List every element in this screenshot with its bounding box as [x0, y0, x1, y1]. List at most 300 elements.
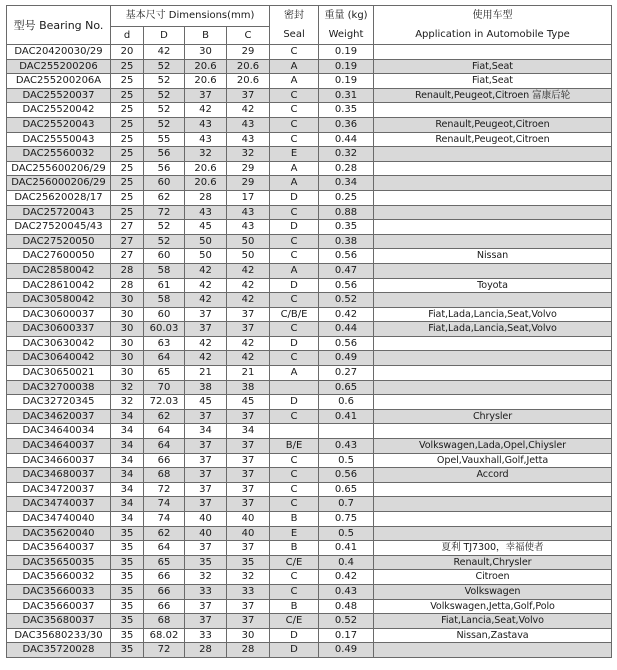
- cell-C: 21: [227, 366, 270, 381]
- cell-application: Volkswagen,Lada,Opel,Chiysler: [374, 439, 612, 454]
- cell-application: Fiat,Lada,Lancia,Seat,Volvo: [374, 307, 612, 322]
- cell-seal: C: [270, 322, 319, 337]
- cell-application: [374, 263, 612, 278]
- cell-application: [374, 147, 612, 162]
- header-weight-en: Weight: [328, 29, 364, 40]
- table-row: [7, 497, 612, 512]
- cell-d: 27: [111, 220, 144, 235]
- cell-C: 34: [227, 424, 270, 439]
- cell-bearing-no: DAC34680037: [7, 468, 111, 483]
- cell-seal: [270, 380, 319, 395]
- cell-bearing-no: DAC34620037: [7, 409, 111, 424]
- cell-D: 56: [144, 147, 185, 162]
- cell-seal: D: [270, 336, 319, 351]
- cell-d: 30: [111, 366, 144, 381]
- cell-B: 37: [185, 307, 227, 322]
- cell-application: [374, 103, 612, 118]
- cell-weight: 0.44: [319, 322, 374, 337]
- cell-application: Nissan,Zastava: [374, 628, 612, 643]
- cell-weight: 0.34: [319, 176, 374, 191]
- cell-bearing-no: DAC27520050: [7, 234, 111, 249]
- cell-application: [374, 366, 612, 381]
- table-row: [7, 117, 612, 132]
- cell-seal: D: [270, 628, 319, 643]
- cell-d: 34: [111, 512, 144, 527]
- cell-weight: 0.56: [319, 336, 374, 351]
- table-body: [7, 45, 612, 658]
- cell-B: 42: [185, 278, 227, 293]
- cell-C: 42: [227, 351, 270, 366]
- cell-C: 42: [227, 103, 270, 118]
- cell-C: 50: [227, 249, 270, 264]
- cell-bearing-no: DAC35660032: [7, 570, 111, 585]
- cell-C: 30: [227, 628, 270, 643]
- cell-seal: C: [270, 570, 319, 585]
- cell-B: 37: [185, 409, 227, 424]
- table-row: [7, 278, 612, 293]
- cell-application: Renault,Peugeot,Citroen 富康后轮: [374, 88, 612, 103]
- cell-d: 28: [111, 278, 144, 293]
- cell-application: Chrysler: [374, 409, 612, 424]
- cell-seal: D: [270, 190, 319, 205]
- table-row: [7, 45, 612, 60]
- cell-weight: 0.52: [319, 614, 374, 629]
- cell-C: 38: [227, 380, 270, 395]
- cell-D: 52: [144, 88, 185, 103]
- cell-B: 40: [185, 512, 227, 527]
- cell-d: 35: [111, 599, 144, 614]
- cell-d: 35: [111, 628, 144, 643]
- cell-D: 60.03: [144, 322, 185, 337]
- cell-bearing-no: DAC30600037: [7, 307, 111, 322]
- cell-weight: 0.75: [319, 512, 374, 527]
- cell-application: Citroen: [374, 570, 612, 585]
- cell-d: 34: [111, 497, 144, 512]
- cell-bearing-no: DAC28610042: [7, 278, 111, 293]
- cell-weight: 0.52: [319, 293, 374, 308]
- cell-application: [374, 351, 612, 366]
- cell-application: [374, 176, 612, 191]
- header-dimensions: 基本尺寸 Dimensions(mm): [111, 6, 270, 27]
- cell-seal: A: [270, 176, 319, 191]
- cell-seal: C: [270, 409, 319, 424]
- cell-bearing-no: DAC25620028/17: [7, 190, 111, 205]
- table-header: [7, 6, 612, 45]
- cell-B: 45: [185, 395, 227, 410]
- cell-d: 25: [111, 190, 144, 205]
- cell-bearing-no: DAC35620040: [7, 526, 111, 541]
- cell-weight: 0.25: [319, 190, 374, 205]
- cell-weight: 0.17: [319, 628, 374, 643]
- cell-bearing-no: DAC35680233/30: [7, 628, 111, 643]
- cell-seal: C: [270, 584, 319, 599]
- cell-seal: C: [270, 234, 319, 249]
- cell-bearing-no: DAC30650021: [7, 366, 111, 381]
- cell-application: Fiat,Lada,Lancia,Seat,Volvo: [374, 322, 612, 337]
- cell-application: [374, 424, 612, 439]
- cell-seal: C: [270, 497, 319, 512]
- cell-B: 34: [185, 424, 227, 439]
- cell-d: 25: [111, 117, 144, 132]
- cell-B: 33: [185, 628, 227, 643]
- table-row: [7, 409, 612, 424]
- cell-C: 45: [227, 395, 270, 410]
- cell-seal: C: [270, 88, 319, 103]
- table-row: [7, 176, 612, 191]
- cell-D: 62: [144, 190, 185, 205]
- cell-d: 34: [111, 439, 144, 454]
- cell-seal: C/B/E: [270, 307, 319, 322]
- table-row: [7, 453, 612, 468]
- header-app-zh: 使用车型: [472, 10, 513, 21]
- cell-seal: B: [270, 512, 319, 527]
- cell-D: 66: [144, 599, 185, 614]
- cell-bearing-no: DAC34640037: [7, 439, 111, 454]
- cell-D: 72: [144, 482, 185, 497]
- cell-bearing-no: DAC32700038: [7, 380, 111, 395]
- cell-bearing-no: DAC35640037: [7, 541, 111, 556]
- cell-B: 50: [185, 249, 227, 264]
- cell-d: 25: [111, 59, 144, 74]
- cell-application: Renault,Peugeot,Citroen: [374, 132, 612, 147]
- cell-C: 42: [227, 293, 270, 308]
- cell-bearing-no: DAC255200206A: [7, 74, 111, 89]
- cell-bearing-no: DAC25520043: [7, 117, 111, 132]
- cell-C: 37: [227, 439, 270, 454]
- table-row: [7, 234, 612, 249]
- cell-application: Renault,Chrysler: [374, 555, 612, 570]
- cell-d: 25: [111, 74, 144, 89]
- cell-d: 35: [111, 541, 144, 556]
- cell-weight: 0.28: [319, 161, 374, 176]
- cell-bearing-no: DAC25560032: [7, 147, 111, 162]
- cell-B: 42: [185, 351, 227, 366]
- cell-weight: 0.35: [319, 220, 374, 235]
- cell-bearing-no: DAC34740037: [7, 497, 111, 512]
- cell-B: 37: [185, 322, 227, 337]
- header-weight: [319, 6, 374, 45]
- cell-d: 27: [111, 234, 144, 249]
- table-row: [7, 161, 612, 176]
- cell-C: 37: [227, 541, 270, 556]
- cell-seal: A: [270, 161, 319, 176]
- cell-C: 40: [227, 526, 270, 541]
- cell-C: 32: [227, 570, 270, 585]
- cell-application: [374, 336, 612, 351]
- cell-D: 72.03: [144, 395, 185, 410]
- table-row: [7, 380, 612, 395]
- table-row: [7, 541, 612, 556]
- cell-weight: 0.88: [319, 205, 374, 220]
- cell-D: 52: [144, 103, 185, 118]
- cell-C: 37: [227, 482, 270, 497]
- cell-D: 52: [144, 74, 185, 89]
- table-row: [7, 526, 612, 541]
- cell-seal: C: [270, 351, 319, 366]
- cell-d: 34: [111, 424, 144, 439]
- cell-weight: 0.42: [319, 570, 374, 585]
- cell-weight: 0.31: [319, 88, 374, 103]
- cell-B: 40: [185, 526, 227, 541]
- table-row: [7, 614, 612, 629]
- cell-bearing-no: DAC25520042: [7, 103, 111, 118]
- cell-d: 25: [111, 205, 144, 220]
- table-row: [7, 220, 612, 235]
- cell-application: [374, 512, 612, 527]
- cell-bearing-no: DAC35660037: [7, 599, 111, 614]
- cell-C: 28: [227, 643, 270, 658]
- header-application: [374, 6, 612, 45]
- cell-weight: 0.47: [319, 263, 374, 278]
- cell-weight: 0.48: [319, 599, 374, 614]
- cell-seal: [270, 424, 319, 439]
- cell-application: [374, 234, 612, 249]
- cell-d: 32: [111, 380, 144, 395]
- table-row: [7, 628, 612, 643]
- cell-application: Fiat,Seat: [374, 59, 612, 74]
- cell-seal: C: [270, 205, 319, 220]
- header-app-en: Application in Automobile Type: [415, 29, 570, 40]
- cell-application: [374, 190, 612, 205]
- cell-B: 50: [185, 234, 227, 249]
- cell-bearing-no: DAC35680037: [7, 614, 111, 629]
- cell-bearing-no: DAC20420030/29: [7, 45, 111, 60]
- cell-weight: 0.43: [319, 439, 374, 454]
- cell-d: 30: [111, 351, 144, 366]
- cell-weight: [319, 424, 374, 439]
- cell-application: [374, 293, 612, 308]
- cell-B: 42: [185, 103, 227, 118]
- cell-d: 25: [111, 132, 144, 147]
- cell-weight: 0.56: [319, 249, 374, 264]
- cell-d: 35: [111, 584, 144, 599]
- cell-weight: 0.41: [319, 409, 374, 424]
- cell-seal: D: [270, 278, 319, 293]
- table-row: [7, 249, 612, 264]
- cell-C: 43: [227, 132, 270, 147]
- cell-C: 37: [227, 468, 270, 483]
- cell-application: Accord: [374, 468, 612, 483]
- cell-weight: 0.65: [319, 482, 374, 497]
- table-row: [7, 307, 612, 322]
- cell-D: 58: [144, 263, 185, 278]
- cell-bearing-no: DAC30640042: [7, 351, 111, 366]
- cell-B: 43: [185, 205, 227, 220]
- cell-C: 37: [227, 88, 270, 103]
- cell-D: 70: [144, 380, 185, 395]
- cell-D: 68: [144, 614, 185, 629]
- table-row: [7, 263, 612, 278]
- cell-C: 37: [227, 453, 270, 468]
- cell-application: Renault,Peugeot,Citroen: [374, 117, 612, 132]
- cell-C: 50: [227, 234, 270, 249]
- cell-application: [374, 161, 612, 176]
- cell-weight: 0.56: [319, 468, 374, 483]
- cell-seal: E: [270, 526, 319, 541]
- cell-seal: A: [270, 263, 319, 278]
- cell-D: 64: [144, 439, 185, 454]
- cell-seal: C: [270, 132, 319, 147]
- cell-d: 34: [111, 453, 144, 468]
- cell-C: 37: [227, 409, 270, 424]
- cell-d: 25: [111, 88, 144, 103]
- cell-application: [374, 497, 612, 512]
- cell-seal: A: [270, 74, 319, 89]
- table-row: [7, 336, 612, 351]
- cell-C: 42: [227, 263, 270, 278]
- cell-D: 52: [144, 59, 185, 74]
- cell-D: 62: [144, 526, 185, 541]
- cell-D: 64: [144, 424, 185, 439]
- cell-d: 35: [111, 570, 144, 585]
- cell-application: Volkswagen: [374, 584, 612, 599]
- cell-B: 37: [185, 482, 227, 497]
- cell-seal: B/E: [270, 439, 319, 454]
- cell-C: 29: [227, 176, 270, 191]
- cell-weight: 0.41: [319, 541, 374, 556]
- cell-d: 30: [111, 307, 144, 322]
- cell-weight: 0.19: [319, 45, 374, 60]
- cell-B: 32: [185, 147, 227, 162]
- cell-D: 74: [144, 497, 185, 512]
- cell-d: 25: [111, 176, 144, 191]
- cell-B: 38: [185, 380, 227, 395]
- cell-weight: 0.32: [319, 147, 374, 162]
- cell-D: 60: [144, 176, 185, 191]
- cell-seal: D: [270, 395, 319, 410]
- cell-C: 43: [227, 205, 270, 220]
- cell-D: 56: [144, 161, 185, 176]
- cell-application: [374, 482, 612, 497]
- cell-bearing-no: DAC27600050: [7, 249, 111, 264]
- cell-B: 30: [185, 45, 227, 60]
- cell-D: 68: [144, 468, 185, 483]
- cell-C: 17: [227, 190, 270, 205]
- cell-weight: 0.65: [319, 380, 374, 395]
- cell-B: 20.6: [185, 161, 227, 176]
- table-row: [7, 424, 612, 439]
- header-seal: [270, 6, 319, 45]
- cell-weight: 0.42: [319, 307, 374, 322]
- cell-bearing-no: DAC30600337: [7, 322, 111, 337]
- cell-D: 72: [144, 205, 185, 220]
- cell-d: 32: [111, 395, 144, 410]
- cell-D: 68.02: [144, 628, 185, 643]
- cell-application: Fiat,Lancia,Seat,Volvo: [374, 614, 612, 629]
- cell-bearing-no: DAC255600206/29: [7, 161, 111, 176]
- cell-seal: C: [270, 117, 319, 132]
- cell-D: 52: [144, 117, 185, 132]
- table-row: [7, 322, 612, 337]
- cell-B: 45: [185, 220, 227, 235]
- cell-D: 55: [144, 132, 185, 147]
- cell-C: 20.6: [227, 74, 270, 89]
- cell-B: 37: [185, 541, 227, 556]
- table-row: [7, 366, 612, 381]
- cell-bearing-no: DAC34740040: [7, 512, 111, 527]
- cell-application: [374, 395, 612, 410]
- cell-d: 35: [111, 614, 144, 629]
- table-row: [7, 132, 612, 147]
- cell-bearing-no: DAC25720043: [7, 205, 111, 220]
- cell-weight: 0.36: [319, 117, 374, 132]
- cell-seal: C: [270, 103, 319, 118]
- table-row: [7, 570, 612, 585]
- cell-D: 64: [144, 351, 185, 366]
- cell-B: 33: [185, 584, 227, 599]
- header-weight-zh: 重量 (kg): [324, 10, 368, 21]
- cell-D: 72: [144, 643, 185, 658]
- cell-D: 42: [144, 45, 185, 60]
- cell-B: 42: [185, 293, 227, 308]
- cell-d: 30: [111, 322, 144, 337]
- cell-seal: D: [270, 220, 319, 235]
- cell-bearing-no: DAC35660033: [7, 584, 111, 599]
- cell-seal: C/E: [270, 614, 319, 629]
- cell-B: 21: [185, 366, 227, 381]
- cell-seal: C: [270, 468, 319, 483]
- cell-bearing-no: DAC35650035: [7, 555, 111, 570]
- table-row: [7, 190, 612, 205]
- table-row: [7, 555, 612, 570]
- header-d: d: [111, 26, 144, 44]
- cell-bearing-no: DAC25520037: [7, 88, 111, 103]
- cell-B: 43: [185, 117, 227, 132]
- cell-B: 37: [185, 88, 227, 103]
- cell-d: 35: [111, 555, 144, 570]
- cell-D: 61: [144, 278, 185, 293]
- cell-d: 28: [111, 263, 144, 278]
- table-row: [7, 147, 612, 162]
- cell-D: 60: [144, 307, 185, 322]
- table-row: [7, 599, 612, 614]
- cell-D: 66: [144, 584, 185, 599]
- cell-B: 37: [185, 599, 227, 614]
- table-row: [7, 482, 612, 497]
- cell-d: 34: [111, 468, 144, 483]
- table-row: [7, 103, 612, 118]
- cell-bearing-no: DAC28580042: [7, 263, 111, 278]
- cell-bearing-no: DAC30630042: [7, 336, 111, 351]
- cell-application: Nissan: [374, 249, 612, 264]
- cell-C: 32: [227, 147, 270, 162]
- cell-bearing-no: DAC34720037: [7, 482, 111, 497]
- cell-application: Toyota: [374, 278, 612, 293]
- cell-B: 37: [185, 468, 227, 483]
- cell-seal: C: [270, 45, 319, 60]
- cell-B: 37: [185, 439, 227, 454]
- cell-seal: C: [270, 293, 319, 308]
- cell-C: 37: [227, 322, 270, 337]
- cell-bearing-no: DAC34640034: [7, 424, 111, 439]
- cell-D: 65: [144, 366, 185, 381]
- cell-bearing-no: DAC255200206: [7, 59, 111, 74]
- table-row: [7, 74, 612, 89]
- cell-B: 42: [185, 263, 227, 278]
- table-row: [7, 205, 612, 220]
- cell-weight: 0.35: [319, 103, 374, 118]
- table-row: [7, 293, 612, 308]
- cell-application: Volkswagen,Jetta,Golf,Polo: [374, 599, 612, 614]
- header-seal-en: Seal: [283, 29, 305, 40]
- cell-seal: C: [270, 482, 319, 497]
- cell-bearing-no: DAC32720345: [7, 395, 111, 410]
- cell-B: 20.6: [185, 74, 227, 89]
- cell-d: 35: [111, 526, 144, 541]
- cell-seal: C/E: [270, 555, 319, 570]
- cell-d: 25: [111, 147, 144, 162]
- cell-C: 37: [227, 614, 270, 629]
